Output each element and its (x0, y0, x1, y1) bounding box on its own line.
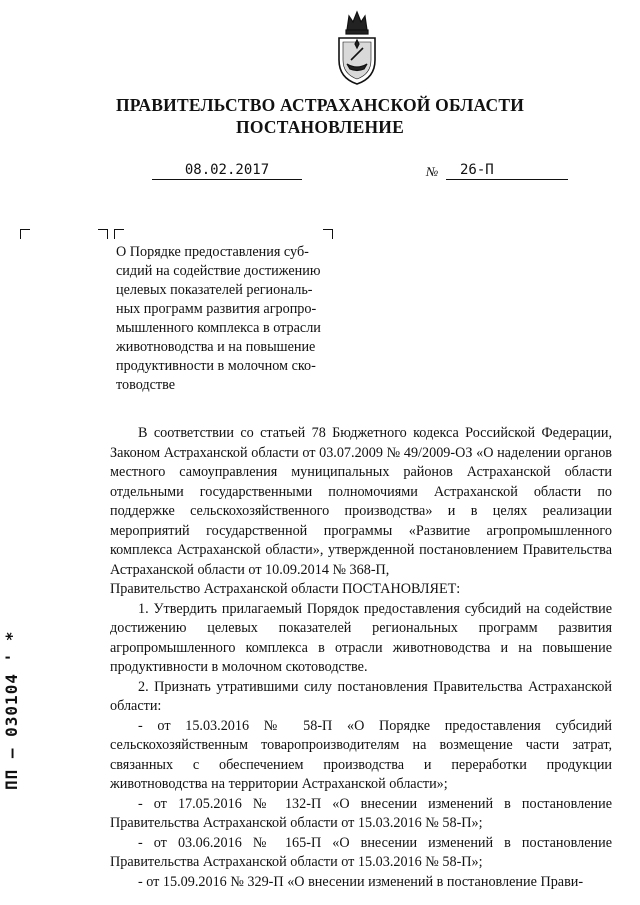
preamble-paragraph: В соответствии со статьей 78 Бюджетного кодекса Российской Федерации, Законом Астраханской области от 03.07.2009 № 49/2009-ОЗ «О наделении органов местного самоуправления муниципальных районов Астраханской области отдельными государственными полномочиями Астраханской области по поддержке сельскохозяйственного производства» и в целях реализации мероприятий государственной программы «Развитие агропромышленного комплекса Астраханской области», утвержденной постановлением Правительства Астраханской области от 10.09.2014 № 368-П, (110, 425, 612, 578)
document-date: 08.02.2017 (152, 161, 302, 180)
document-number: 26-П (446, 161, 568, 180)
document-subject: О Порядке предоставления суб- сидий на содействие достижению целевых показателей региональ- ных программ развития агропро- мышленного комплекса в отрасли животноводства и на повышение продуктивности в молочном ско- товодстве (116, 244, 321, 393)
authority-title: ПРАВИТЕЛЬСТВО АСТРАХАНСКОЙ ОБЛАСТИ (115, 95, 525, 115)
document-type-title: ПОСТАНОВЛЕНИЕ (236, 117, 404, 137)
corner-mark-top-left (20, 229, 30, 239)
corner-mark-subject-end (323, 229, 333, 239)
decree-line: Правительство Астраханской области ПОСТАНОВЛЯЕТ: (110, 581, 461, 597)
subitem-4-paragraph: - от 15.09.2016 № 329-П «О внесении изменений в постановление Прави- (138, 873, 584, 890)
document-body (110, 424, 612, 892)
item-1-paragraph: 1. Утвердить прилагаемый Порядок предоставления субсидий на содействие достижению целевых показателей региональных программ развития агропромышленного комплекса в отрасли животноводства и на повышение продуктивности в молочном скотоводстве. (110, 600, 612, 675)
subitem-2-paragraph: - от 17.05.2016 № 132-П «О внесении изменений в постановление Правительства Астраханской области от 15.03.2016 № 58-П»; (110, 795, 612, 831)
number-sign: № (426, 164, 439, 179)
item-2-paragraph: 2. Признать утратившими силу постановления Правительства Астраханской области: (110, 678, 612, 714)
corner-mark-left-end (98, 229, 108, 239)
subitem-3-paragraph: - от 03.06.2016 № 165-П «О внесении изменений в постановление Правительства Астраханской области от 15.03.2016 № 58-П»; (110, 834, 612, 870)
corner-mark-subject-start (114, 229, 124, 239)
coat-of-arms-emblem (329, 8, 385, 88)
document-header (0, 94, 640, 138)
subitem-1-paragraph: - от 15.03.2016 № 58-П «О Порядке предоставления субсидий сельскохозяйственным товаропроизводителям на возмещение части затрат, связанных с обеспечением производства и переработки продукции животноводства на территории Астраханской области»; (110, 717, 612, 792)
registration-stamp: ПП — 030104 ' * (2, 630, 21, 790)
